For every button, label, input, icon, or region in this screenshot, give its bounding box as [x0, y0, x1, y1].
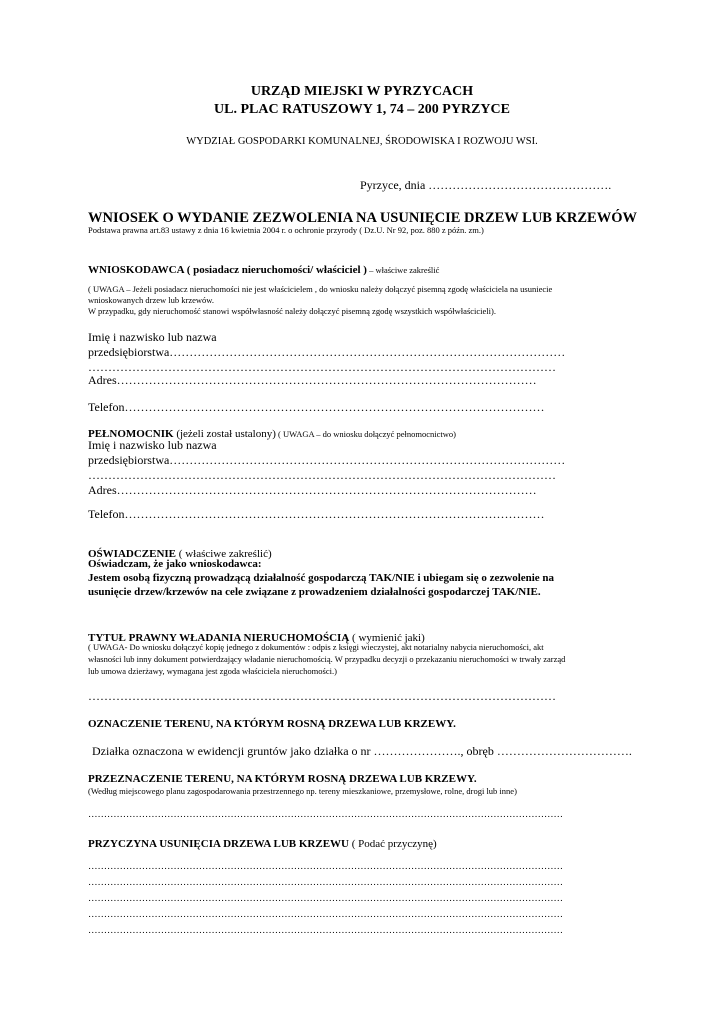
form-title: WNIOSEK O WYDANIE ZEZWOLENIA NA USUNIĘCIE DRZEW LUB KRZEWÓW [88, 210, 637, 226]
department-name: WYDZIAŁ GOSPODARKI KOMUNALNEJ, ŚRODOWISKA I ROZWOJU WSI. [186, 136, 538, 147]
statement-heading-text: OŚWIADCZENIE [88, 548, 177, 560]
applicant-note-line1: ( UWAGA – Jeżeli posiadacz nieruchomości nie jest właścicielem , do wniosku należy dołączyć pisemną zgodę właściciela na usuniecie [88, 284, 553, 294]
reason-heading-text: PRZYCZYNA USUNIĘCIA DRZEWA LUB KRZEWU [88, 838, 349, 850]
proxy-name-label: Imię i nazwisko lub nazwa [88, 438, 217, 452]
proxy-address-field[interactable]: Adres…………………………………………………………………………………………… [88, 483, 537, 497]
office-name: URZĄD MIEJSKI W PYRZYCACH [250, 84, 474, 99]
reason-field-line[interactable]: …………………………………………………………………………………………………………………………………… [88, 862, 563, 872]
statement-heading-note: ( właściwe zakreślić) [176, 548, 272, 560]
proxy-heading-mid: (jeżeli został ustalony) [173, 428, 276, 440]
reason-field-line[interactable]: …………………………………………………………………………………………………………………………………… [88, 910, 563, 920]
office-address: UL. PLAC RATUSZOWY 1, 74 – 200 PYRZYCE [214, 102, 510, 117]
applicant-heading-note: – właściwe zakreślić [366, 265, 440, 275]
reason-field-line[interactable]: …………………………………………………………………………………………………………………………………… [88, 926, 563, 936]
title-deed-note-line2: własności lub inny dokument potwierdzający władanie nieruchomością. W przypadku decyzji o przekazaniu nieruchomości w trwały zarząd [88, 654, 566, 664]
proxy-company-field[interactable]: przedsiębiorstwa……………………………………………………………………………………… [88, 453, 566, 467]
applicant-name-label: Imię i nazwisko lub nazwa [88, 330, 217, 344]
date-line: Pyrzyce, dnia ………………………………………. [360, 178, 612, 192]
title-deed-note-line1: ( UWAGA- Do wniosku dołączyć kopię jednego z dokumentów : odpis z księgi wieczystej, akt notarialny nabycia nieruchomości, akt [88, 642, 544, 652]
proxy-extra-field[interactable]: ……………………………………………………………………………………………………… [88, 468, 556, 482]
statement-line3: usunięcie drzew/krzewów na cele związane z prowadzeniem działalności gospodarczej TAK/NIE. [88, 586, 541, 598]
statement-line2: Jestem osobą fizyczną prowadzącą działalność gospodarczą TAK/NIE i ubiegam się o zezwolenie na [88, 572, 555, 584]
title-deed-heading-note: ( wymienić jaki) [349, 632, 425, 644]
title-deed-note-line3: lub umowa dzierżawy, wymagana jest zgoda właściciela nieruchomości.) [88, 666, 337, 676]
applicant-note-line2: wnioskowanych drzew lub krzewów. [88, 295, 214, 305]
reason-field-line[interactable]: …………………………………………………………………………………………………………………………………… [88, 894, 563, 904]
legal-basis: Podstawa prawna art.83 ustawy z dnia 16 kwietnia 2004 r. o ochronie przyrody ( Dz.U. Nr 92, poz. 880 z późn. zm.) [88, 225, 484, 235]
purpose-field[interactable]: …………………………………………………………………………………………………………………………………… [88, 810, 563, 820]
purpose-heading: PRZEZNACZENIE TERENU, NA KTÓRYM ROSNĄ DRZEWA LUB KRZEWY. [88, 773, 477, 785]
applicant-company-field[interactable]: przedsiębiorstwa……………………………………………………………………………………… [88, 345, 566, 359]
plot-number-field[interactable]: Działka oznaczona w ewidencji gruntów jako działka o nr …………………., obręb ……………………………. [92, 744, 632, 758]
reason-heading [88, 834, 437, 852]
reason-field-line[interactable]: …………………………………………………………………………………………………………………………………… [88, 878, 563, 888]
applicant-heading [88, 260, 439, 278]
title-deed-field[interactable]: ……………………………………………………………………………………………………… [88, 689, 556, 703]
purpose-note: (Według miejscowego planu zagospodarowania przestrzennego np. tereny mieszkaniowe, przemysłowe, rolne, drogi lub inne) [88, 786, 517, 796]
proxy-phone-field[interactable]: Telefon…………………………………………………………………………………………… [88, 507, 545, 521]
proxy-heading-text: PEŁNOMOCNIK [88, 428, 174, 440]
proxy-heading-note: ( UWAGA – do wniosku dołączyć pełnomocnictwo) [275, 429, 457, 439]
applicant-extra-field[interactable]: ……………………………………………………………………………………………………… [88, 360, 556, 374]
reason-heading-note: ( Podać przyczynę) [349, 838, 437, 850]
applicant-heading-text: WNIOSKODAWCA ( posiadacz nieruchomości/ właściciel ) [88, 264, 367, 276]
applicant-note-line3: W przypadku, gdy nieruchomość stanowi współwłasność należy dołączyć pisemną zgodę wszystkich współwłaścicieli). [88, 306, 496, 316]
title-deed-heading-text: TYTUŁ PRAWNY WŁADANIA NIERUCHOMOŚCIĄ [88, 632, 350, 644]
applicant-address-field[interactable]: Adres…………………………………………………………………………………………… [88, 373, 537, 387]
statement-line1: Oświadczam, że jako wnioskodawca: [88, 558, 262, 570]
terrain-heading: OZNACZENIE TERENU, NA KTÓRYM ROSNĄ DRZEWA LUB KRZEWY. [88, 718, 456, 730]
applicant-phone-field[interactable]: Telefon…………………………………………………………………………………………… [88, 400, 545, 414]
